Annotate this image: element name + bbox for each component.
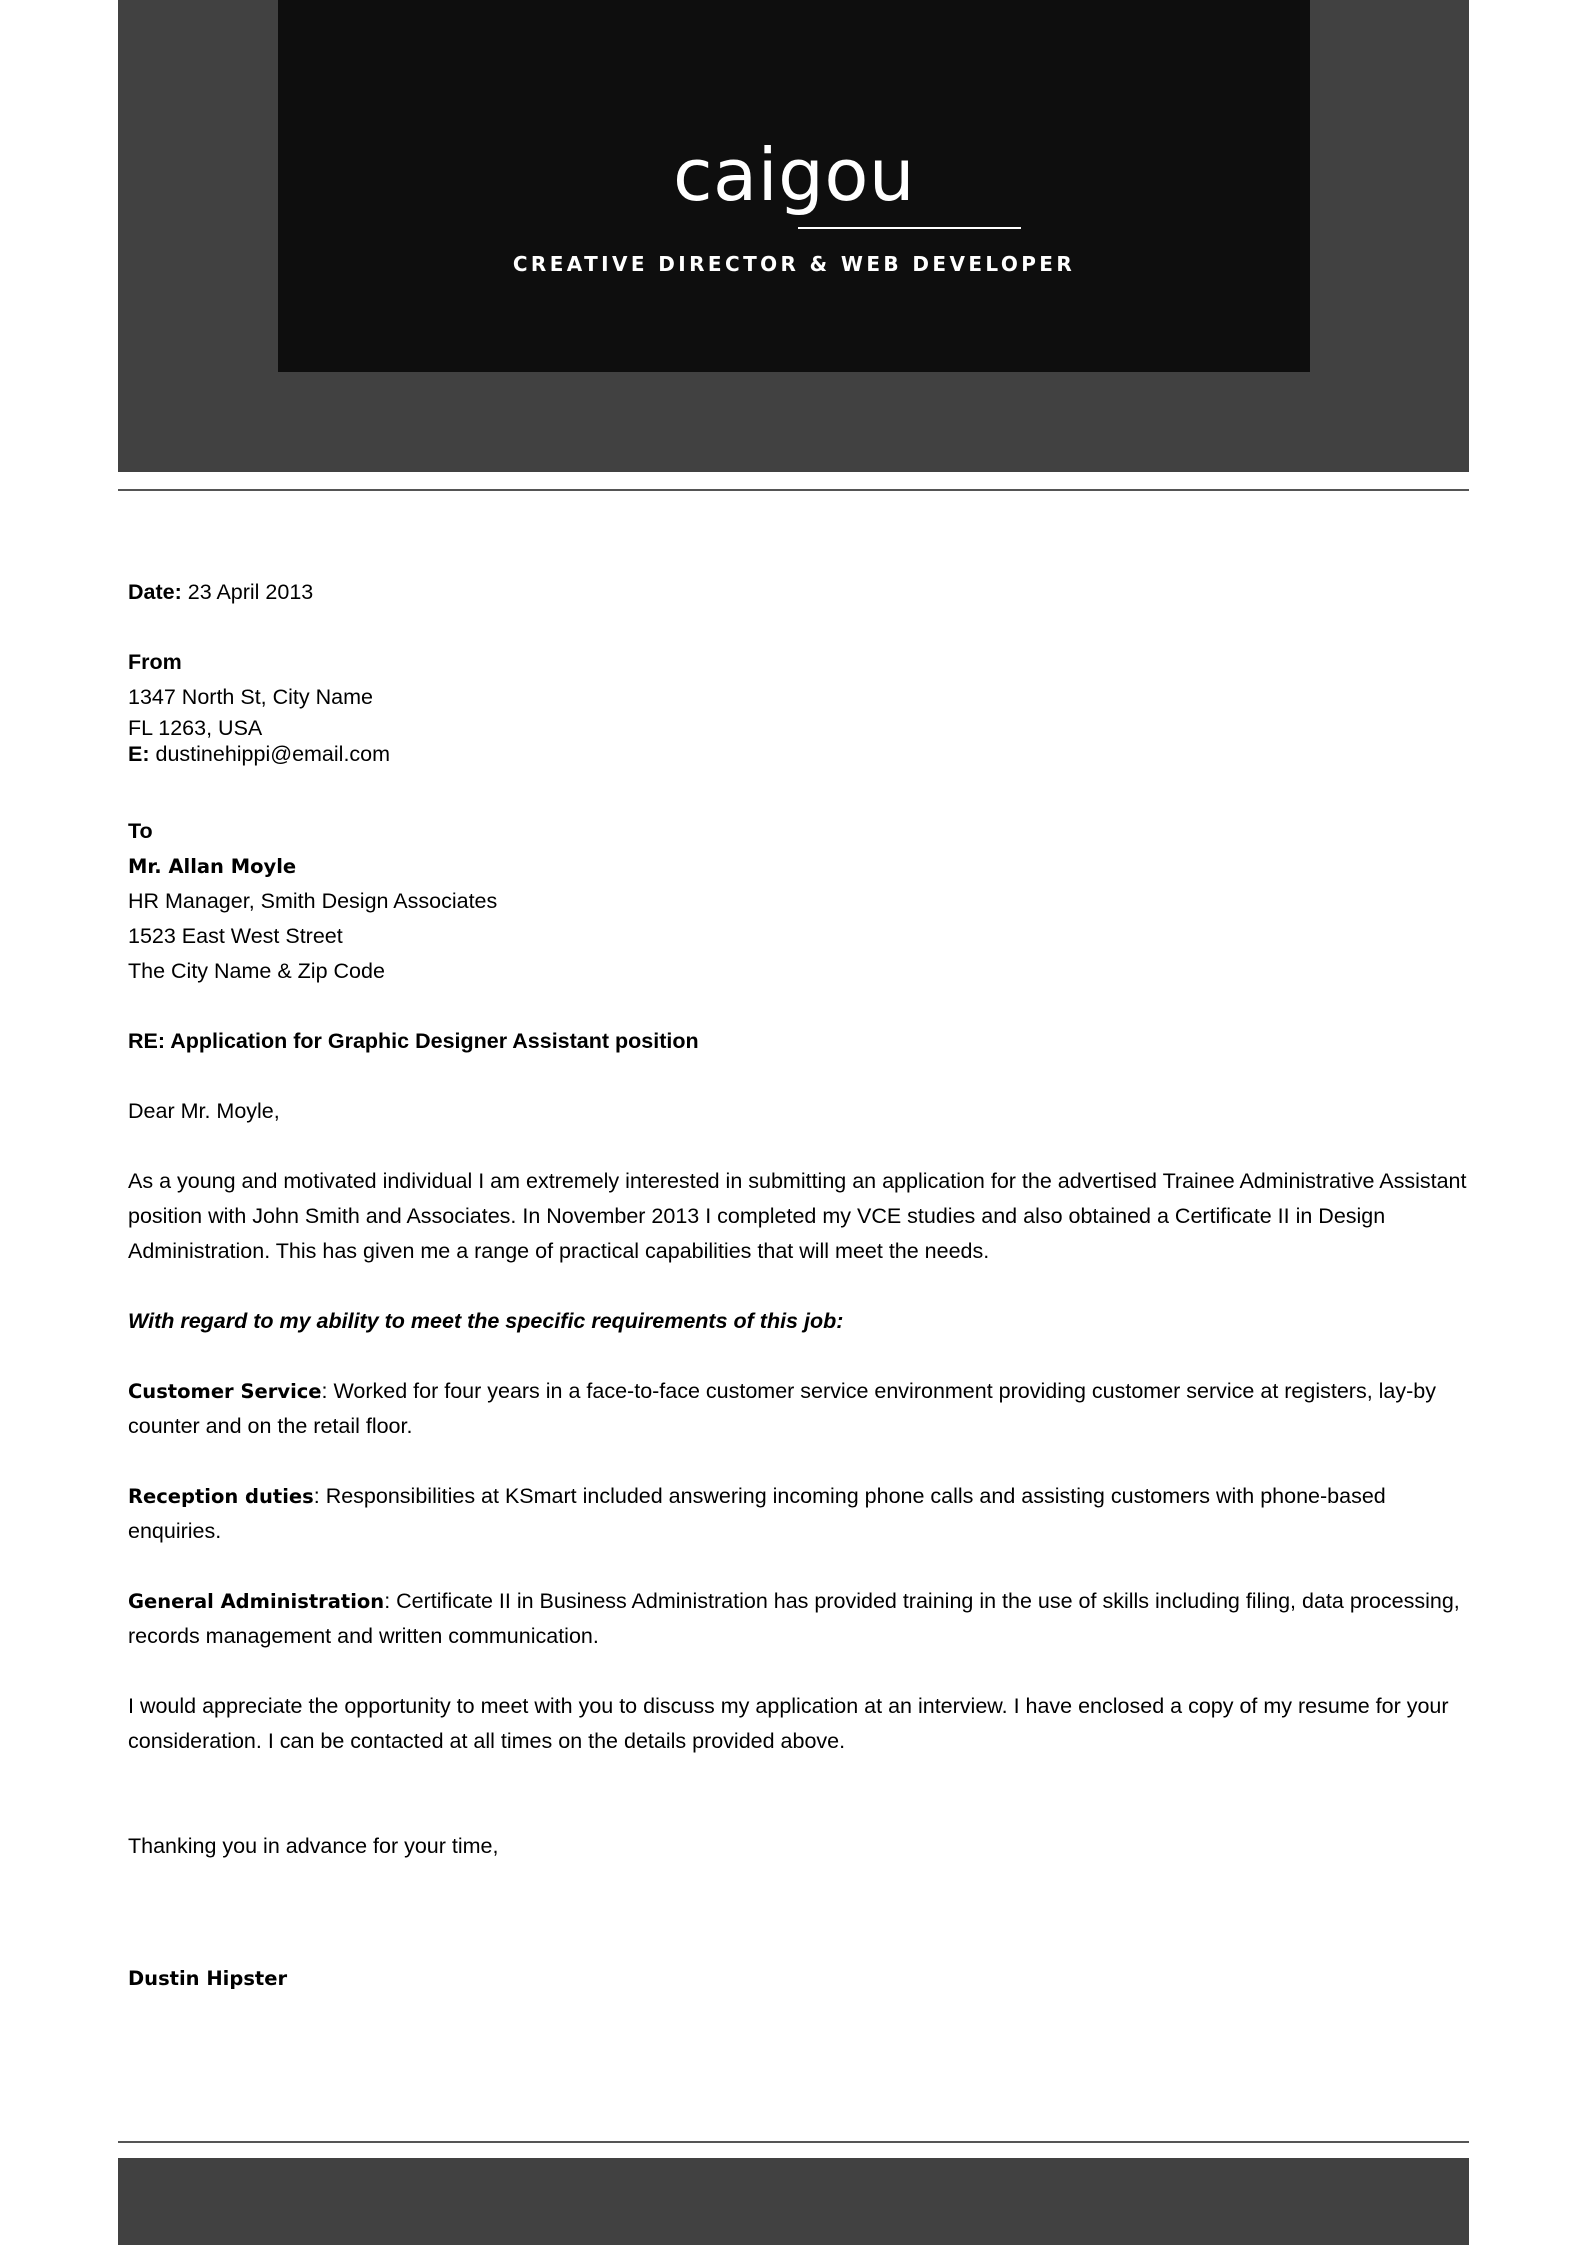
email-label: E: xyxy=(128,742,150,766)
from-address-line-1: 1347 North St, City Name xyxy=(128,685,373,709)
requirement-label: General Administration xyxy=(128,1590,385,1613)
recipient-title: HR Manager, Smith Design Associates xyxy=(128,889,498,913)
top-divider xyxy=(118,489,1469,491)
requirement-item xyxy=(128,1374,1468,1444)
requirement-label: Reception duties xyxy=(128,1485,314,1508)
requirement-label: Customer Service xyxy=(128,1380,322,1403)
header-banner xyxy=(278,0,1310,372)
recipient-name: Mr. Allan Moyle xyxy=(128,855,297,878)
requirements-heading: With regard to my ability to meet the specific requirements of this job: xyxy=(128,1309,844,1333)
footer-band xyxy=(118,2158,1469,2245)
date-line xyxy=(128,575,1468,610)
letter-body xyxy=(128,575,1468,1996)
from-address-line-2: FL 1263, USA xyxy=(128,716,263,740)
requirement-item xyxy=(128,1479,1468,1549)
from-label: From xyxy=(128,650,182,674)
requirement-text: : Certificate II in Business Administration has provided training in the use of skills including filing, data processing, records management and written communication. xyxy=(128,1589,1460,1648)
brand-underline xyxy=(798,227,1021,229)
requirement-text: : Worked for four years in a face-to-face customer service environment providing customer service at registers, lay-by counter and on the retail floor. xyxy=(128,1379,1436,1438)
recipient-city: The City Name & Zip Code xyxy=(128,959,385,983)
header-band xyxy=(118,0,1469,472)
signature-name: Dustin Hipster xyxy=(128,1967,288,1990)
requirement-text: : Responsibilities at KSmart included answering incoming phone calls and assisting customers with phone-based enquiries. xyxy=(128,1484,1386,1543)
requirement-item xyxy=(128,1584,1468,1654)
date-value: 23 April 2013 xyxy=(187,580,314,604)
salutation: Dear Mr. Moyle, xyxy=(128,1099,280,1123)
subject-line: RE: Application for Graphic Designer Assistant position xyxy=(128,1029,699,1053)
email-value: dustinehippi@email.com xyxy=(155,742,391,766)
closing-paragraph: I would appreciate the opportunity to meet with you to discuss my application at an interview. I have enclosed a copy of my resume for your consideration. I can be contacted at all times on the details provided above. xyxy=(128,1694,1449,1753)
sign-off: Thanking you in advance for your time, xyxy=(128,1834,499,1858)
brand-subtitle: CREATIVE DIRECTOR & WEB DEVELOPER xyxy=(512,252,1076,276)
to-label: To xyxy=(128,819,153,843)
email-line xyxy=(128,741,1468,767)
brand-name: caigou xyxy=(672,133,916,217)
recipient-street: 1523 East West Street xyxy=(128,924,343,948)
intro-paragraph: As a young and motivated individual I am extremely interested in submitting an application for the advertised Trainee Administrative Assistant position with John Smith and Associates. In November 2013 I completed my VCE studies and also obtained a Certificate II in Design Administration. This has given me a range of practical capabilities that will meet the needs. xyxy=(128,1169,1467,1263)
date-label: Date: xyxy=(128,580,182,604)
bottom-divider xyxy=(118,2141,1469,2143)
